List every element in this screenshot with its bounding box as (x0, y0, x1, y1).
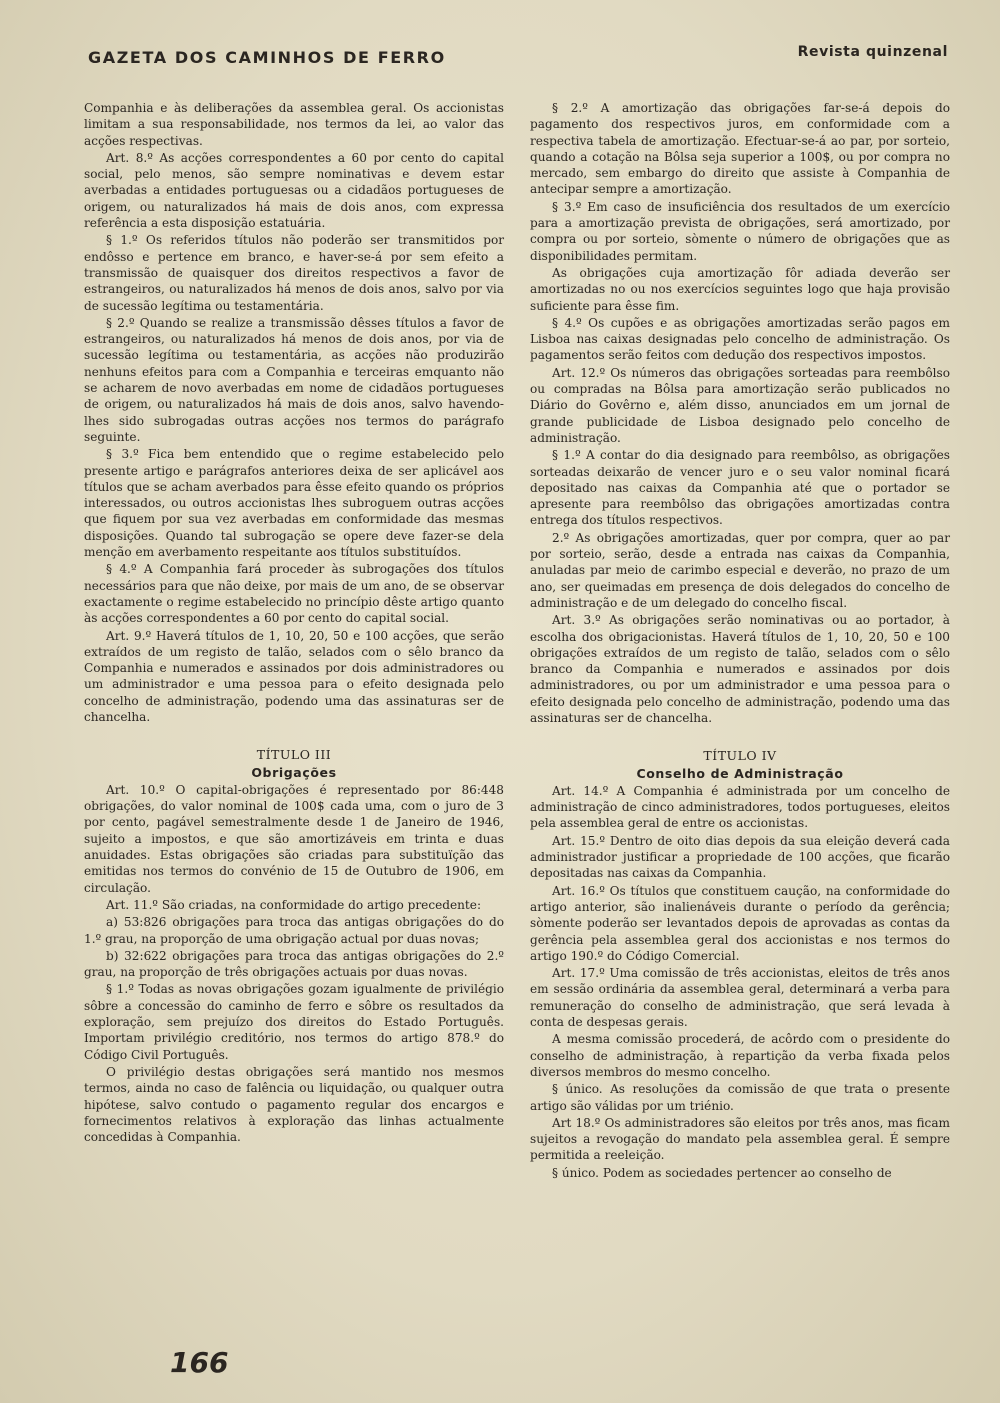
paragraph: § único. Podem as sociedades pertencer ao conselho de (552, 1165, 892, 1180)
paragraph: Art. 14.º A Companhia é administrada por um concelho de administração de cinco administradores, todos portugueses, eleitos pela assemblea geral de entre os accionistas. (530, 783, 950, 831)
section-title: TÍTULO III (256, 747, 332, 763)
section-heading: Obrigações (251, 764, 337, 780)
paragraph: Art. 8.º As acções correspondentes a 60 por cento do capital social, pelo menos, são sempre nominativas e devem estar averbadas a entidades portuguesas ou a cidadãos portugueses de origem, ou naturalizados há mais de dois anos, com expressa referência a esta disposição estatuária. (84, 150, 504, 231)
paragraph: a) 53:826 obrigações para troca das antigas obrigações do do 1.º grau, na proporção de uma obrigação actual por duas novas; (84, 915, 504, 946)
section-title: TÍTULO IV (703, 748, 777, 764)
right-column (530, 100, 950, 1181)
paragraph: Art. 3.º As obrigações serão nominativas ou ao portador, à escolha dos obrigacionistas. Haverá títulos de 1, 10, 20, 50 e 100 obrigações extraídos de um registo de talão, selados com o sêlo branco da Companhia e numerados e assinados por dois administradores, ou por um administrador e uma pessoa para o efeito designada pelo concelho de administração, podendo uma das assinaturas ser de chancelha. (530, 613, 950, 725)
paragraph: § 4.º A Companhia fará proceder às subrogações dos títulos necessários para que não deixe, por mais de um ano, de se observar exactamente o regime estabelecido no princípio dêste artigo quanto às acções correspondentes a 60 por cento do capital social. (84, 562, 504, 626)
paragraph: Companhia e às deliberações da assemblea geral. Os accionistas limitam a sua responsabilidade, nos termos da lei, ao valor das acções respectivas. (84, 101, 504, 148)
paragraph: § 3.º Em caso de insuficiência dos resultados de um exercício para a amortização prevista de obrigações, será amortizado, por compra ou por sorteio, sòmente o número de obrigações que as disponibilidades permitam. (530, 199, 950, 263)
paragraph: b) 32:622 obrigações para troca das antigas obrigações do 2.º grau, na proporção de três obrigações actuais por duas novas. (84, 948, 504, 980)
paragraph: O privilégio destas obrigações será mantido nos mesmos termos, ainda no caso de falência ou liquidação, ou qualquer outra hipótese, salvo contudo o pagamento regular dos encargos e fornecimentos relativos à exploração das linhas actualmente concedidas à Companhia. (84, 1064, 504, 1145)
paragraph: § 1.º Todas as novas obrigações gozam igualmente de privilégio sôbre a concessão do caminho de ferro e sôbre os resultados da exploração, sem prejuízo dos direitos do Estado Português. Importam privilégio creditório, nos termos do artigo 878.º do Código Civil Português. (84, 982, 504, 1062)
paragraph: § 2.º A amortização das obrigações far-se-á depois do pagamento dos respectivos juros, em conformidade com a respectiva tabela de amortização. Efectuar-se-á ao par, por sorteio, quando a cotação na Bôlsa seja superior a 100$, ou por compra no mercado, sem embargo do direito que assiste à Companhia de antecipar sempre a amortização. (530, 101, 950, 197)
journal-subtitle: Revista quinzenal (797, 44, 948, 60)
paragraph: § 2.º Quando se realize a transmissão dêsses títulos a favor de estrangeiros, ou naturalizados há menos de dois anos, por via de sucessão legítima ou testamentária, as acções não produzirão nenhuns efeitos para com a Companhia e terceiras emquanto não se acharem de novo averbadas em nome de cidadãos portugueses de origem, ou naturalizados há mais de dois anos, salvo havendo-lhes sido subrogadas outras acções nos termos do parágrafo seguinte. (84, 315, 504, 444)
paragraph: Art. 9.º Haverá títulos de 1, 10, 20, 50 e 100 acções, que serão extraídos de um registo de talão, selados com o sêlo branco da Companhia e numerados e assinados por dois administradores ou um administrador e uma pessoa para o efeito designada pelo concelho de administração, podendo uma das assinaturas ser de chancelha. (84, 628, 504, 724)
paragraph: Art. 10.º O capital-obrigações é representado por 86:448 obrigações, do valor nominal de 100$ cada uma, com o juro de 3 por cento, pagável semestralmente desde 1 de Janeiro de 1946, sujeito a impostos, e que são amortizáveis em trinta e duas anuidades. Estas obrigações são criadas para substituïção das emitidas nos termos do convénio de 15 de Outubro de 1906, em circulação. (84, 782, 504, 895)
paragraph: § 1.º A contar do dia designado para reembôlso, as obrigações sorteadas deixarão de vencer juro e o seu valor nominal ficará depositado nas caixas da Companhia até que o portador se apresente para reembôlso das obrigações amortizadas contra entrega dos títulos respectivos. (530, 448, 950, 528)
paragraph: Art. 11.º São criadas, na conformidade do artigo precedente: (106, 897, 482, 912)
paragraph: Art 18.º Os administradores são eleitos por três anos, mas ficam sujeitos a revogação do mandato pela assemblea geral. É sempre permitida a reeleição. (530, 1115, 950, 1163)
paragraph: § único. As resoluções da comissão de que trata o presente artigo são válidas por um triénio. (530, 1082, 950, 1113)
paragraph: Art. 15.º Dentro de oito dias depois da sua eleição deverá cada administrador justificar a propriedade de 100 acções, que ficarão depositadas nas caixas da Companhia. (530, 833, 950, 881)
paragraph: § 1.º Os referidos títulos não poderão ser transmitidos por endôsso e pertence em branco, e haver-se-á por sem efeito a transmissão de quaisquer dos direitos respectivos a favor de estrangeiros, ou naturalizados há menos de dois anos, salvo por via de sucessão legítima ou testamentária. (84, 233, 504, 313)
paragraph: Art. 16.º Os títulos que constituem caução, na conformidade do artigo anterior, são inalienáveis durante o período da gerência; sòmente poderão ser levantados depois de aprovadas as contas da gerência pela assemblea geral dos accionistas e nos termos do artigo 190.º do Código Comercial. (530, 883, 950, 963)
paragraph: Art. 17.º Uma comissão de três accionistas, eleitos de três anos em sessão ordinária da assemblea geral, determinará a verba para remuneração do conselho de administração, que será levada à conta de despesas gerais. (530, 966, 950, 1030)
paragraph: Art. 12.º Os números das obrigações sorteadas para reembôlso ou compradas na Bôlsa para amortização serão publicados no Diário do Govêrno e, além disso, anunciados em um jornal de grande publicidade de Lisboa designado pelo concelho de administração. (530, 365, 950, 445)
paragraph: As obrigações cuja amortização fôr adiada deverão ser amortizadas no ou nos exercícios seguintes logo que haja provisão suficiente para êsse fim. (530, 265, 950, 313)
paragraph: 2.º As obrigações amortizadas, quer por compra, quer ao par por sorteio, serão, desde a entrada nas caixas da Companhia, anuladas par meio de carimbo especial e deverão, no prazo de um ano, ser queimadas em presença de dois delegados do concelho de administração e de um delegado do concelho fiscal. (530, 530, 950, 610)
paragraph: § 4.º Os cupões e as obrigações amortizadas serão pagos em Lisboa nas caixas designadas pelo concelho de administração. Os pagamentos serão feitos com dedução dos respectivos impostos. (530, 315, 950, 363)
paragraph: § 3.º Fica bem entendido que o regime estabelecido pelo presente artigo e parágrafos anteriores deixa de ser aplicável aos títulos que se acham averbados para êsse efeito quando os próprios interessados, ou outros accionistas lhes subroguem outras acções que fiquem por sua vez averbadas em conformidade das mesmas disposições. Quando tal subrogação se opere deve fazer-se dela menção em averbamento respeitante aos títulos substituídos. (84, 447, 504, 560)
section-heading: Conselho de Administração (636, 765, 844, 781)
paragraph: A mesma comissão procederá, de acôrdo com o presidente do conselho de administração, à repartição da verba fixada pelos diversos membros do mesmo concelho. (530, 1032, 950, 1079)
left-column (84, 100, 504, 1145)
journal-title: GAZETA DOS CAMINHOS DE FERRO (88, 48, 446, 67)
page-number: 166 (170, 1346, 229, 1379)
